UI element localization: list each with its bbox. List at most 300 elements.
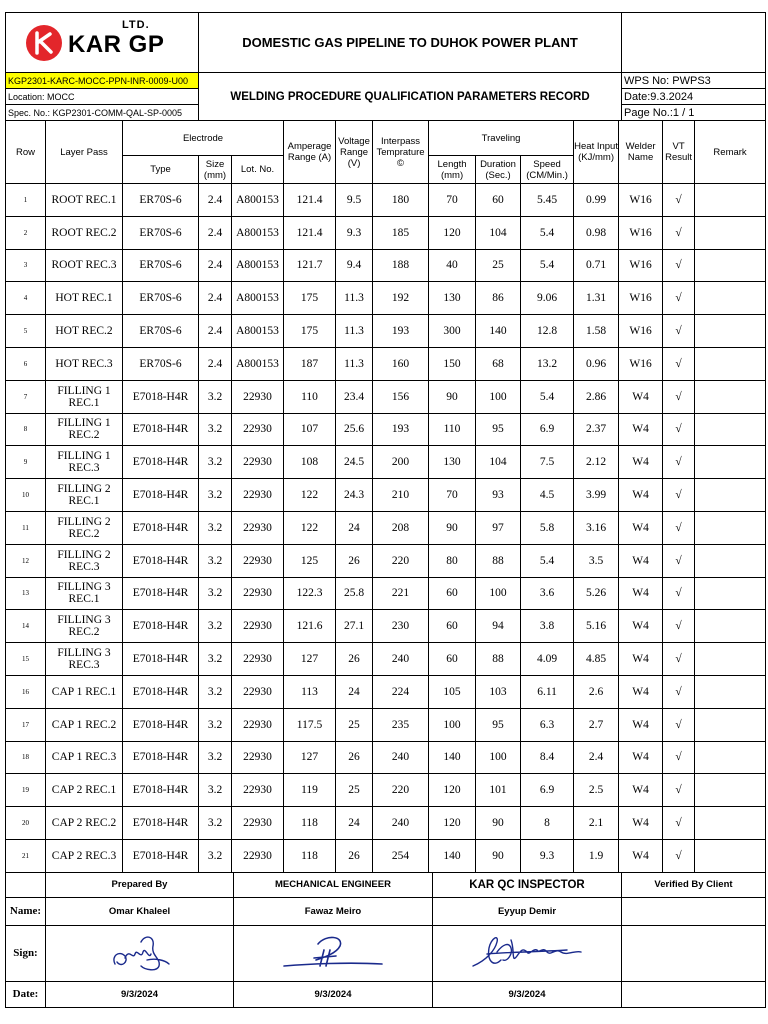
col-header-length: Length (mm) (429, 156, 476, 184)
vt-result: √ (663, 774, 695, 807)
heat-input: 1.9 (574, 839, 619, 872)
remark (695, 741, 766, 774)
travel-length: 120 (429, 774, 476, 807)
remark (695, 282, 766, 315)
table-row (6, 610, 766, 643)
travel-speed: 4.5 (521, 479, 574, 512)
logo-ltd: LTD. (122, 19, 150, 31)
table-row (6, 774, 766, 807)
travel-speed: 7.5 (521, 446, 574, 479)
interpass-temperature: 235 (373, 708, 429, 741)
layer-pass: HOT REC.1 (46, 282, 123, 315)
electrode-size: 3.2 (199, 511, 232, 544)
interpass-temperature: 221 (373, 577, 429, 610)
travel-length: 120 (429, 216, 476, 249)
voltage: 25.8 (336, 577, 373, 610)
layer-pass: FILLING 3 REC.1 (46, 577, 123, 610)
vt-result: √ (663, 511, 695, 544)
row-number: 1 (6, 184, 46, 217)
col-header-interpass: Interpass Temprature © (373, 121, 429, 184)
travel-duration: 95 (476, 413, 521, 446)
amperage: 121.7 (284, 249, 336, 282)
electrode-size: 3.2 (199, 708, 232, 741)
travel-duration: 86 (476, 282, 521, 315)
row-number: 16 (6, 675, 46, 708)
travel-length: 130 (429, 282, 476, 315)
travel-speed: 3.6 (521, 577, 574, 610)
electrode-type: E7018-H4R (123, 643, 199, 676)
lot-number: A800153 (232, 184, 284, 217)
welding-parameters-table (5, 120, 766, 873)
row-number: 9 (6, 446, 46, 479)
welder-name: W16 (619, 216, 663, 249)
travel-speed: 9.06 (521, 282, 574, 315)
lot-number: 22930 (232, 544, 284, 577)
travel-duration: 25 (476, 249, 521, 282)
travel-duration: 104 (476, 216, 521, 249)
amperage: 122 (284, 511, 336, 544)
travel-speed: 3.8 (521, 610, 574, 643)
remark (695, 380, 766, 413)
row-number: 5 (6, 315, 46, 348)
company-logo (26, 21, 186, 67)
travel-speed: 8.4 (521, 741, 574, 774)
row-number: 21 (6, 839, 46, 872)
travel-length: 90 (429, 380, 476, 413)
travel-length: 110 (429, 413, 476, 446)
table-row (6, 511, 766, 544)
row-number: 11 (6, 511, 46, 544)
col-header-speed: Speed (CM/Min.) (521, 156, 574, 184)
row-number: 20 (6, 807, 46, 840)
signature-eyyup-demir (467, 930, 587, 976)
layer-pass: FILLING 2 REC.1 (46, 479, 123, 512)
travel-length: 60 (429, 577, 476, 610)
travel-length: 120 (429, 807, 476, 840)
lot-number: 22930 (232, 643, 284, 676)
electrode-type: E7018-H4R (123, 511, 199, 544)
vt-result: √ (663, 282, 695, 315)
voltage: 24 (336, 511, 373, 544)
amperage: 110 (284, 380, 336, 413)
electrode-size: 2.4 (199, 282, 232, 315)
welder-name: W4 (619, 741, 663, 774)
table-row (6, 807, 766, 840)
table-row (6, 577, 766, 610)
col-header-vt-result: VT Result (663, 121, 695, 184)
vt-result: √ (663, 249, 695, 282)
travel-speed: 5.4 (521, 544, 574, 577)
remark (695, 544, 766, 577)
amperage: 118 (284, 839, 336, 872)
travel-duration: 104 (476, 446, 521, 479)
vt-result: √ (663, 216, 695, 249)
interpass-temperature: 192 (373, 282, 429, 315)
electrode-type: ER70S-6 (123, 315, 199, 348)
welder-name: W16 (619, 184, 663, 217)
date-label: Date: (6, 981, 46, 1007)
col-header-duration: Duration (Sec.) (476, 156, 521, 184)
electrode-size: 3.2 (199, 774, 232, 807)
voltage: 26 (336, 839, 373, 872)
signature-omar-khaleel (105, 930, 175, 976)
electrode-type: ER70S-6 (123, 347, 199, 380)
col-header-type: Type (123, 156, 199, 184)
heat-input: 2.37 (574, 413, 619, 446)
layer-pass: CAP 2 REC.3 (46, 839, 123, 872)
heat-input: 3.16 (574, 511, 619, 544)
amperage: 187 (284, 347, 336, 380)
remark (695, 347, 766, 380)
travel-duration: 88 (476, 643, 521, 676)
lot-number: 22930 (232, 380, 284, 413)
remark (695, 708, 766, 741)
travel-speed: 5.4 (521, 249, 574, 282)
lot-number: 22930 (232, 708, 284, 741)
travel-duration: 140 (476, 315, 521, 348)
lot-number: 22930 (232, 446, 284, 479)
lot-number: 22930 (232, 741, 284, 774)
remark (695, 511, 766, 544)
voltage: 26 (336, 544, 373, 577)
lot-number: A800153 (232, 249, 284, 282)
record-date: Date:9.3.2024 (622, 89, 766, 105)
voltage: 25 (336, 774, 373, 807)
remark (695, 675, 766, 708)
remark (695, 577, 766, 610)
interpass-temperature: 210 (373, 479, 429, 512)
remark (695, 610, 766, 643)
heat-input: 1.31 (574, 282, 619, 315)
electrode-type: E7018-H4R (123, 577, 199, 610)
layer-pass: ROOT REC.2 (46, 216, 123, 249)
voltage: 24.3 (336, 479, 373, 512)
interpass-temperature: 224 (373, 675, 429, 708)
electrode-size: 3.2 (199, 839, 232, 872)
electrode-size: 3.2 (199, 643, 232, 676)
footer-blank-cell (6, 872, 46, 897)
layer-pass: FILLING 1 REC.3 (46, 446, 123, 479)
heat-input: 2.12 (574, 446, 619, 479)
amperage: 108 (284, 446, 336, 479)
location: Location: MOCC (6, 89, 199, 105)
electrode-type: E7018-H4R (123, 839, 199, 872)
welder-name: W4 (619, 675, 663, 708)
name-label: Name: (6, 897, 46, 925)
amperage: 121.6 (284, 610, 336, 643)
welder-name: W4 (619, 577, 663, 610)
table-row (6, 643, 766, 676)
travel-duration: 97 (476, 511, 521, 544)
heat-input: 0.98 (574, 216, 619, 249)
logo-cell (6, 13, 199, 73)
voltage: 25 (336, 708, 373, 741)
amperage: 117.5 (284, 708, 336, 741)
travel-length: 100 (429, 708, 476, 741)
col-header-electrode: Electrode (123, 121, 284, 156)
row-number: 7 (6, 380, 46, 413)
table-row (6, 675, 766, 708)
document-sheet (5, 12, 765, 1014)
vt-result: √ (663, 807, 695, 840)
voltage: 26 (336, 741, 373, 774)
project-title: DOMESTIC GAS PIPELINE TO DUHOK POWER PLANT (199, 13, 622, 73)
interpass-temperature: 193 (373, 413, 429, 446)
travel-length: 140 (429, 741, 476, 774)
voltage: 9.4 (336, 249, 373, 282)
welder-name: W4 (619, 479, 663, 512)
electrode-size: 3.2 (199, 807, 232, 840)
document-header (5, 12, 766, 73)
vt-result: √ (663, 610, 695, 643)
travel-duration: 94 (476, 610, 521, 643)
layer-pass: HOT REC.2 (46, 315, 123, 348)
travel-speed: 12.8 (521, 315, 574, 348)
travel-duration: 60 (476, 184, 521, 217)
col-header-layer-pass: Layer Pass (46, 121, 123, 184)
travel-duration: 90 (476, 839, 521, 872)
lot-number: 22930 (232, 774, 284, 807)
layer-pass: FILLING 2 REC.2 (46, 511, 123, 544)
electrode-type: E7018-H4R (123, 413, 199, 446)
welder-name: W4 (619, 380, 663, 413)
electrode-type: E7018-H4R (123, 380, 199, 413)
layer-pass: CAP 2 REC.2 (46, 807, 123, 840)
table-row (6, 839, 766, 872)
interpass-temperature: 220 (373, 544, 429, 577)
travel-speed: 6.9 (521, 774, 574, 807)
lot-number: 22930 (232, 511, 284, 544)
col-header-remark: Remark (695, 121, 766, 184)
welder-name: W4 (619, 643, 663, 676)
row-number: 15 (6, 643, 46, 676)
voltage: 25.6 (336, 413, 373, 446)
row-number: 14 (6, 610, 46, 643)
table-row (6, 249, 766, 282)
col-header-traveling: Traveling (429, 121, 574, 156)
layer-pass: ROOT REC.1 (46, 184, 123, 217)
heat-input: 0.71 (574, 249, 619, 282)
lot-number: 22930 (232, 839, 284, 872)
table-row (6, 315, 766, 348)
col-header-lot-no: Lot. No. (232, 156, 284, 184)
welder-name: W4 (619, 544, 663, 577)
travel-length: 40 (429, 249, 476, 282)
travel-duration: 103 (476, 675, 521, 708)
voltage: 11.3 (336, 347, 373, 380)
amperage: 122 (284, 479, 336, 512)
vt-result: √ (663, 839, 695, 872)
heat-input: 2.7 (574, 708, 619, 741)
prepared-by-signature (46, 925, 234, 981)
prepared-by-name: Omar Khaleel (46, 897, 234, 925)
row-number: 17 (6, 708, 46, 741)
travel-duration: 95 (476, 708, 521, 741)
spec-number: Spec. No.: KGP2301-COMM-QAL-SP-0005 (6, 105, 199, 121)
row-number: 6 (6, 347, 46, 380)
lot-number: 22930 (232, 675, 284, 708)
electrode-size: 3.2 (199, 577, 232, 610)
remark (695, 479, 766, 512)
layer-pass: HOT REC.3 (46, 347, 123, 380)
mechanical-engineer-heading: MECHANICAL ENGINEER (234, 872, 433, 897)
voltage: 9.3 (336, 216, 373, 249)
heat-input: 2.4 (574, 741, 619, 774)
vt-result: √ (663, 577, 695, 610)
signature-block (5, 872, 766, 1008)
interpass-temperature: 188 (373, 249, 429, 282)
vt-result: √ (663, 741, 695, 774)
travel-speed: 6.11 (521, 675, 574, 708)
prepared-by-heading: Prepared By (46, 872, 234, 897)
travel-length: 70 (429, 184, 476, 217)
client-name (622, 897, 766, 925)
travel-length: 60 (429, 643, 476, 676)
vt-result: √ (663, 708, 695, 741)
electrode-size: 3.2 (199, 413, 232, 446)
sign-label: Sign: (6, 925, 46, 981)
vt-result: √ (663, 544, 695, 577)
layer-pass: CAP 1 REC.1 (46, 675, 123, 708)
voltage: 24.5 (336, 446, 373, 479)
voltage: 23.4 (336, 380, 373, 413)
layer-pass: FILLING 3 REC.3 (46, 643, 123, 676)
electrode-size: 3.2 (199, 380, 232, 413)
electrode-type: E7018-H4R (123, 544, 199, 577)
col-header-size: Size (mm) (199, 156, 232, 184)
electrode-size: 2.4 (199, 315, 232, 348)
table-row (6, 544, 766, 577)
welder-name: W4 (619, 774, 663, 807)
electrode-size: 2.4 (199, 216, 232, 249)
voltage: 11.3 (336, 282, 373, 315)
row-number: 10 (6, 479, 46, 512)
col-header-voltage: Voltage Range (V) (336, 121, 373, 184)
amperage: 127 (284, 643, 336, 676)
amperage: 121.4 (284, 184, 336, 217)
amperage: 119 (284, 774, 336, 807)
layer-pass: FILLING 1 REC.1 (46, 380, 123, 413)
table-row (6, 184, 766, 217)
travel-length: 70 (429, 479, 476, 512)
col-header-heat-input: Heat Input (KJ/mm) (574, 121, 619, 184)
electrode-type: E7018-H4R (123, 807, 199, 840)
amperage: 118 (284, 807, 336, 840)
row-number: 4 (6, 282, 46, 315)
travel-length: 90 (429, 511, 476, 544)
travel-speed: 6.9 (521, 413, 574, 446)
electrode-size: 2.4 (199, 184, 232, 217)
travel-speed: 9.3 (521, 839, 574, 872)
welder-name: W4 (619, 610, 663, 643)
layer-pass: CAP 1 REC.2 (46, 708, 123, 741)
table-row (6, 282, 766, 315)
electrode-size: 3.2 (199, 544, 232, 577)
table-row (6, 708, 766, 741)
layer-pass: CAP 1 REC.3 (46, 741, 123, 774)
electrode-size: 3.2 (199, 610, 232, 643)
interpass-temperature: 208 (373, 511, 429, 544)
electrode-type: ER70S-6 (123, 282, 199, 315)
heat-input: 2.6 (574, 675, 619, 708)
document-code: KGP2301-KARC-MOCC-PPN-INR-0009-U00 (6, 73, 199, 89)
interpass-temperature: 160 (373, 347, 429, 380)
col-header-amperage: Amperage Range (A) (284, 121, 336, 184)
qc-inspector-signature (433, 925, 622, 981)
electrode-size: 3.2 (199, 741, 232, 774)
interpass-temperature: 193 (373, 315, 429, 348)
client-signature (622, 925, 766, 981)
remark (695, 315, 766, 348)
travel-length: 140 (429, 839, 476, 872)
travel-speed: 8 (521, 807, 574, 840)
electrode-type: ER70S-6 (123, 249, 199, 282)
amperage: 125 (284, 544, 336, 577)
qc-inspector-date: 9/3/2024 (433, 981, 622, 1007)
interpass-temperature: 254 (373, 839, 429, 872)
travel-length: 105 (429, 675, 476, 708)
mechanical-engineer-name: Fawaz Meiro (234, 897, 433, 925)
interpass-temperature: 180 (373, 184, 429, 217)
heat-input: 2.86 (574, 380, 619, 413)
travel-length: 80 (429, 544, 476, 577)
col-header-welder: Welder Name (619, 121, 663, 184)
amperage: 113 (284, 675, 336, 708)
electrode-type: E7018-H4R (123, 446, 199, 479)
amperage: 122.3 (284, 577, 336, 610)
electrode-type: E7018-H4R (123, 741, 199, 774)
row-number: 8 (6, 413, 46, 446)
qc-inspector-name: Eyyup Demir (433, 897, 622, 925)
vt-result: √ (663, 347, 695, 380)
interpass-temperature: 185 (373, 216, 429, 249)
travel-length: 60 (429, 610, 476, 643)
heat-input: 4.85 (574, 643, 619, 676)
table-row (6, 216, 766, 249)
electrode-type: E7018-H4R (123, 610, 199, 643)
row-number: 3 (6, 249, 46, 282)
layer-pass: FILLING 1 REC.2 (46, 413, 123, 446)
interpass-temperature: 240 (373, 807, 429, 840)
interpass-temperature: 156 (373, 380, 429, 413)
logo-mark-icon (26, 25, 62, 61)
electrode-type: E7018-H4R (123, 479, 199, 512)
voltage: 27.1 (336, 610, 373, 643)
travel-length: 300 (429, 315, 476, 348)
amperage: 175 (284, 282, 336, 315)
welder-name: W16 (619, 347, 663, 380)
travel-duration: 101 (476, 774, 521, 807)
remark (695, 216, 766, 249)
welder-name: W4 (619, 708, 663, 741)
logo-name: KAR GP (68, 31, 165, 58)
travel-length: 130 (429, 446, 476, 479)
welder-name: W4 (619, 413, 663, 446)
mechanical-engineer-date: 9/3/2024 (234, 981, 433, 1007)
col-header-row: Row (6, 121, 46, 184)
travel-duration: 100 (476, 380, 521, 413)
travel-speed: 4.09 (521, 643, 574, 676)
header-blank-cell (622, 13, 766, 73)
welder-name: W4 (619, 807, 663, 840)
travel-speed: 6.3 (521, 708, 574, 741)
welder-name: W16 (619, 315, 663, 348)
document-subheader (5, 72, 766, 121)
lot-number: A800153 (232, 216, 284, 249)
row-number: 18 (6, 741, 46, 774)
amperage: 121.4 (284, 216, 336, 249)
remark (695, 249, 766, 282)
